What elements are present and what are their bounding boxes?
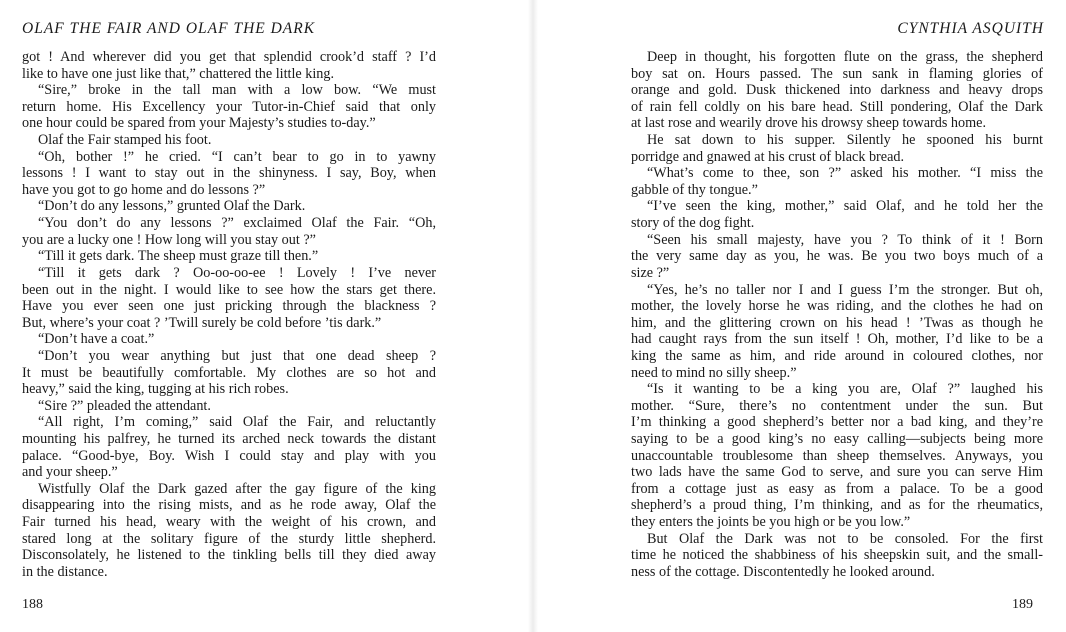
text-line: Have you ever seen one just pricking through the blackness ? <box>22 298 436 315</box>
text-line: Fair turned his head, weary with the weight of his crown, and <box>22 514 436 531</box>
text-line: I’m thinking a good shepherd’s better nor a bad king, and they’re <box>631 414 1043 431</box>
right-running-head: CYNTHIA ASQUITH <box>897 20 1044 37</box>
left-page-body <box>22 49 436 581</box>
text-line: the very same day as you, he was. Be you two boys much of a <box>631 248 1043 265</box>
text-line: “Sire ?” pleaded the attendant. <box>38 397 211 414</box>
text-line: story of the dog fight. <box>631 215 755 232</box>
text-line: “Yes, he’s no taller nor I and I guess I’m the stronger. But oh, <box>647 281 1043 298</box>
text-line: like to have one just like that,” chattered the little king. <box>22 65 335 82</box>
text-line: He sat down to his supper. Silently he spooned his burnt <box>647 132 1043 149</box>
text-line: need to mind no silly sheep.” <box>631 364 797 381</box>
text-line: Wistfully Olaf the Dark gazed after the gay figure of the king <box>38 480 436 497</box>
text-line: Disconsolately, he listened to the tinkling bells till they died away <box>22 547 436 564</box>
text-line: boy sat on. Hours passed. The sun sank in flaming glories of <box>631 65 1043 82</box>
text-line: lessons ! I want to stay out in the shinyness. I say, Boy, when <box>22 165 436 182</box>
text-line: in the distance. <box>22 563 108 580</box>
text-line: two lads have the same God to serve, and sure you can serve Him <box>631 464 1043 481</box>
left-page-number: 188 <box>22 597 43 612</box>
text-line: mounting his palfrey, he turned its arched neck towards the distant <box>22 431 436 448</box>
text-line: gabble of thy tongue.” <box>631 181 758 198</box>
text-line: have you got to go home and do lessons ?” <box>22 181 266 198</box>
text-line: disappearing into the rising mists, and as he rode away, Olaf the <box>22 497 436 514</box>
text-line: orange and gold. Dusk thickened into darkness and heavy drops <box>631 82 1043 99</box>
text-line: king the same as him, and ride around in coloured clothes, nor <box>631 347 1043 364</box>
text-line: “What’s come to thee, son ?” asked his mother. “I miss the <box>647 165 1043 182</box>
text-line: “Don’t have a coat.” <box>38 331 155 348</box>
text-line: saying to be a good king’s no easy calling—subjects being more <box>631 431 1043 448</box>
text-line: Olaf the Fair stamped his foot. <box>38 132 212 149</box>
text-line: and your sheep.” <box>22 464 118 481</box>
text-line: from a cottage just as easy as from a palace. To be a good <box>631 480 1043 497</box>
right-page <box>533 0 1066 632</box>
left-running-head: OLAF THE FAIR AND OLAF THE DARK <box>22 20 316 37</box>
text-line: of rain fell coldly on his bare head. Still pondering, Olaf the Dark <box>631 98 1043 115</box>
text-line: “I’ve seen the king, mother,” said Olaf, and he told her the <box>647 198 1043 215</box>
text-line: heavy,” said the king, tugging at his rich robes. <box>22 381 289 398</box>
text-line: “Seen his small majesty, have you ? To think of it ! Born <box>647 231 1043 248</box>
text-line: palace. “Good-bye, Boy. Wish I could stay and play with you <box>22 447 436 464</box>
text-line: size ?” <box>631 264 670 281</box>
text-line: stared long at the solitary figure of the sturdy little shepherd. <box>22 530 436 547</box>
text-line: “You don’t do any lessons ?” exclaimed Olaf the Fair. “Oh, <box>38 215 436 232</box>
right-page-number: 189 <box>1012 597 1033 612</box>
text-line: at last rose and wearily drove his drowsy sheep towards home. <box>631 115 986 132</box>
text-line: “Oh, bother !” he cried. “I can’t bear to go in to yawny <box>38 148 436 165</box>
text-line: shepherd’s a proud thing, I’m thinking, and as for the rheumatics, <box>631 497 1043 514</box>
right-page-body <box>631 49 1043 581</box>
text-line: ness of the cottage. Discontentedly he looked around. <box>631 563 935 580</box>
text-line: “All right, I’m coming,” said Olaf the Fair, and reluctantly <box>38 414 436 431</box>
text-line: Deep in thought, his forgotten flute on the grass, the shepherd <box>647 49 1043 65</box>
text-line: time he noticed the shabbiness of his sheepskin suit, and the small- <box>631 547 1043 564</box>
text-line: him, and the glittering crown on his head ! ’Twas as though he <box>631 314 1043 331</box>
text-line: “Till it gets dark ? Oo-oo-oo-ee ! Lovely ! I’ve never <box>38 264 436 281</box>
text-line: one hour could be spared from your Majesty’s studies to-day.” <box>22 115 376 132</box>
text-line: unaccountable troublesome than sheep themselves. Anyways, you <box>631 447 1043 464</box>
text-line: But Olaf the Dark was not to be consoled. For the first <box>647 530 1043 547</box>
text-line: “Till it gets dark. The sheep must graze till then.” <box>38 248 319 265</box>
text-line: return home. His Excellency your Tutor-in-Chief said that only <box>22 98 436 115</box>
text-line: mother. “Sure, there’s no contentment under the sun. But <box>631 397 1043 414</box>
text-line: “Don’t do any lessons,” grunted Olaf the Dark. <box>38 198 306 215</box>
text-line: “Sire,” broke in the tall man with a low bow. “We must <box>38 82 436 99</box>
text-line: you are a lucky one ! How long will you stay out ?” <box>22 231 316 248</box>
text-line: mother, the lovely horse he was riding, and the clothes he had on <box>631 298 1043 315</box>
text-line: But, where’s your coat ? ’Twill surely be cold before ’tis dark.” <box>22 314 382 331</box>
text-line: “Is it wanting to be a king you are, Olaf ?” laughed his <box>647 381 1043 398</box>
text-line: got ! And wherever did you get that splendid crook’d staff ? I’d <box>22 49 436 65</box>
text-line: porridge and gnawed at his crust of black bread. <box>631 148 905 165</box>
text-line: been out in the night. I would like to see how the stars get there. <box>22 281 436 298</box>
text-line: had caught rays from the sun itself ! Oh, mother, I’d like to be a <box>631 331 1043 348</box>
text-line: It must be beautifully comfortable. My clothes are so hot and <box>22 364 436 381</box>
text-line: they enters the joints be you high or be you low.” <box>631 514 911 531</box>
text-line: “Don’t you wear anything but just that one dead sheep ? <box>38 347 436 364</box>
